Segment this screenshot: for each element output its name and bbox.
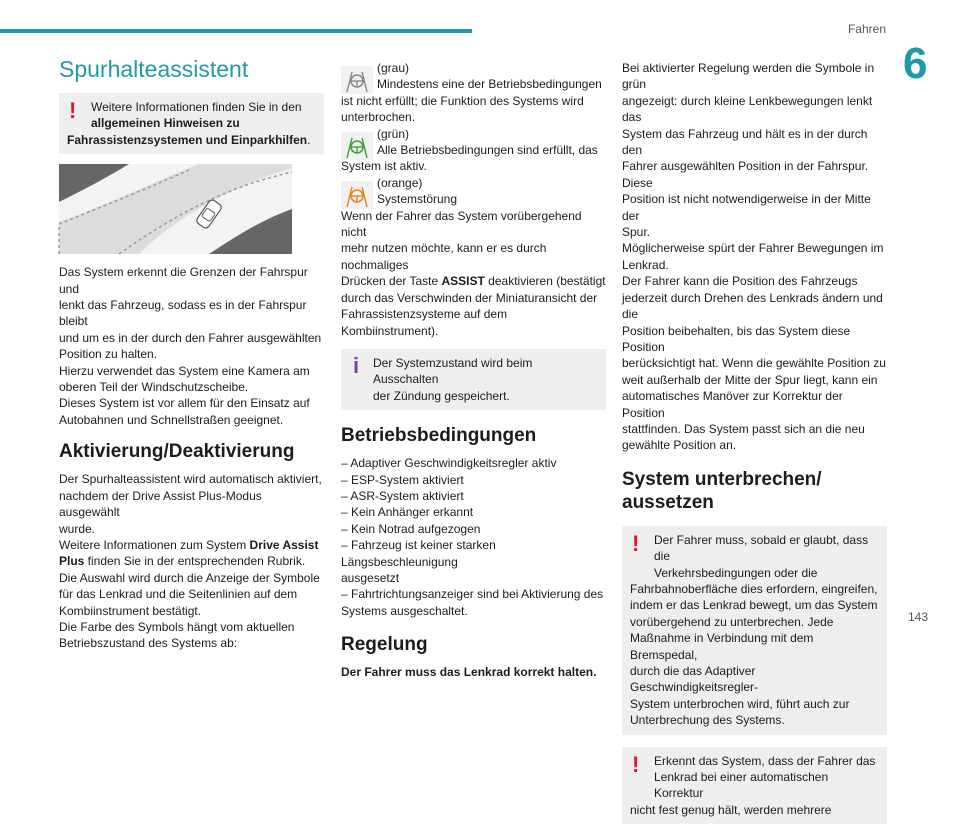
activation-line (59, 537, 324, 553)
column-1 (59, 55, 324, 652)
warning-note-interrupt (622, 526, 887, 735)
status-text: Alle Betriebsbedingungen sind erfüllt, das (377, 143, 598, 158)
activation-line: Betriebszustand des Systems ab: (59, 636, 238, 651)
body-line: jederzeit durch Drehen des Lenkrads ändern und die (622, 290, 883, 322)
override-line: mehr nutzen möchte, kann er es durch nochmaliges (341, 241, 547, 272)
body-line: gewählte Position an. (622, 438, 737, 453)
override-line: Fahrassistenzsysteme auf dem Kombiinstrument). (341, 307, 508, 338)
warning-line: durch die das Adaptiver Geschwindigkeitsregler- (630, 664, 759, 695)
condition-item: – Kein Notrad aufgezogen (341, 521, 481, 536)
condition-item: – Fahrzeug ist keiner starken Längsbeschleunigung (341, 538, 496, 569)
heading-regelung: Regelung (341, 634, 428, 656)
body-line: weit außerhalb der Mitte der Spur liegt, kann ein (622, 372, 878, 387)
chapter-number: 6 (903, 39, 928, 88)
condition-item: – Adaptiver Geschwindigkeitsregler aktiv (341, 456, 557, 471)
plus-bold: Plus (59, 554, 85, 569)
warning-line: Verkehrsbedingungen oder die (654, 565, 818, 580)
override-text: deaktivieren (bestätigt (484, 274, 606, 289)
lane-keeping-illustration (59, 164, 292, 254)
note-line: Weitere Informationen finden Sie in den (91, 100, 302, 114)
override-line (341, 273, 606, 289)
warning-exclamation-icon: ! (632, 530, 640, 556)
activation-line: für das Lenkrad und die Seitenlinien auf dem (59, 587, 298, 602)
intro-line: Dieses System ist vor allem für den Einsatz auf (59, 396, 310, 411)
body-line: System das Fahrzeug und hält es in der durch den (622, 126, 868, 158)
heading-interrupt (622, 468, 887, 514)
body-line: Der Fahrer kann die Position des Fahrzeugs (622, 274, 858, 289)
status-color-label: (orange) (377, 175, 423, 190)
steering-lane-icon-green (341, 132, 373, 160)
activation-line: Kombiinstrument bestätigt. (59, 603, 202, 618)
activation-line: wurde. (59, 521, 96, 536)
warning-line: Maßnahme in Verbindung mit dem Bremspedal, (630, 631, 814, 662)
warning-line: Unterbrechung des Systems. (630, 713, 785, 728)
assist-bold: ASSIST (441, 274, 485, 289)
intro-line: Das System erkennt die Grenzen der Fahrspur und (59, 265, 308, 296)
info-note (341, 349, 606, 410)
warning-line: vorübergehend zu unterbrechen. Jede (630, 614, 834, 629)
heading-interrupt-line: System unterbrechen/ (622, 468, 822, 490)
heading-interrupt-line: aussetzen (622, 491, 714, 513)
intro-line: lenkt das Fahrzeug, sodass es in der Fahrspur bleibt (59, 298, 307, 329)
header-section-title: Fahren (847, 22, 886, 36)
body-line: Möglicherweise spürt der Fahrer Bewegungen im (622, 241, 884, 256)
heading-conditions: Betriebsbedingungen (341, 425, 537, 447)
warning-line: System unterbrochen wird, führt auch zur (630, 696, 850, 711)
activation-line: Die Farbe des Symbols hängt vom aktuellen (59, 619, 295, 634)
condition-item: – ESP-System aktiviert (341, 472, 464, 487)
status-green (341, 126, 606, 175)
status-text: Systemstörung (377, 192, 458, 207)
intro-line: Position zu halten. (59, 347, 158, 362)
steering-lane-icon-grey (341, 66, 373, 94)
note-line-bold: Fahrassistenzsystemen und Einparkhilfen (67, 132, 308, 147)
override-line: durch das Verschwinden der Miniaturansicht der (341, 290, 598, 305)
warning-exclamation-icon: ! (69, 98, 77, 123)
body-line: Position beibehalten, bis das System diese Position (622, 323, 851, 354)
activation-line (59, 553, 324, 569)
condition-item: – Fahrtrichtungsanzeiger sind bei Aktivierung des (341, 587, 604, 602)
note-line-end: . (307, 132, 311, 147)
activation-line: nachdem der Drive Assist Plus-Modus ausgewählt (59, 488, 262, 520)
body-line: automatisches Manöver zur Korrektur der Position (622, 389, 843, 420)
warning-note-grip (622, 747, 887, 825)
condition-item: ausgesetzt (341, 570, 400, 585)
override-line: Wenn der Fahrer das System vorübergehend nicht (341, 208, 582, 240)
warning-line: nicht fest genug hält, werden mehrere (630, 802, 832, 817)
column-3 (622, 60, 887, 834)
body-line: Spur. (622, 225, 651, 240)
warning-line: indem er das Lenkrad bewegt, um das System (630, 598, 878, 613)
status-text: ist nicht erfüllt; die Funktion des Systems wird (341, 93, 584, 108)
status-grey (341, 60, 606, 126)
note-line-bold: allgemeinen Hinweisen zu (91, 116, 240, 131)
warning-line: Erkennt das System, dass der Fahrer das (654, 753, 876, 768)
body-line: Lenkrad. (622, 257, 669, 272)
page-number: 143 (907, 610, 928, 624)
activation-text: Weitere Informationen zum System (59, 537, 250, 552)
intro-line: oberen Teil der Windschutzscheibe. (59, 380, 249, 395)
column-2 (341, 60, 606, 681)
intro-line: Hierzu verwendet das System eine Kamera am (59, 363, 310, 378)
status-color-label: (grau) (377, 61, 410, 75)
status-text: Mindestens eine der Betriebsbedingungen (377, 77, 602, 92)
heading-activation: Aktivierung/Deaktivierung (59, 441, 295, 463)
intro-line: Autobahnen und Schnellstraßen geeignet. (59, 412, 284, 427)
intro-line: und um es in der durch den Fahrer ausgewählten (59, 330, 322, 345)
condition-item: Systems ausgeschaltet. (341, 603, 468, 618)
activation-line: Die Auswahl wird durch die Anzeige der Symbole (59, 570, 320, 585)
header-accent-bar (0, 29, 472, 33)
warning-note (59, 93, 324, 154)
body-line: stattfinden. Das System passt sich an die neu (622, 421, 865, 436)
warning-line: Lenkrad bei einer automatischen Korrektur (654, 770, 829, 801)
condition-item: – Kein Anhänger erkannt (341, 505, 474, 520)
override-text: Drücken der Taste (341, 274, 442, 289)
body-line: Position ist nicht notwendigerweise in der Mitte der (622, 192, 871, 223)
body-line: Bei aktivierter Regelung werden die Symbole in grün (622, 61, 875, 92)
road-car-icon (59, 164, 292, 254)
page-title: Spurhalteassistent (59, 56, 249, 82)
info-line: Der Systemzustand wird beim Ausschalten (373, 355, 533, 387)
info-line: der Zündung gespeichert. (373, 388, 510, 403)
condition-item: – ASR-System aktiviert (341, 488, 464, 503)
status-text: unterbrochen. (341, 110, 416, 125)
info-icon: i (353, 352, 360, 378)
body-line: angezeigt: durch kleine Lenkbewegungen lenkt das (622, 93, 873, 125)
drive-assist-bold: Drive Assist (249, 537, 319, 552)
status-text: System ist aktiv. (341, 159, 427, 174)
warning-line: Fahrbahnoberfläche dies erfordern, eingreifen, (630, 581, 878, 596)
body-line: berücksichtigt hat. Wenn die gewählte Position zu (622, 356, 886, 371)
warning-line: Der Fahrer muss, sobald er glaubt, dass die (654, 532, 869, 564)
activation-line: Der Spurhalteassistent wird automatisch aktiviert, (59, 472, 322, 487)
regelung-text: Der Fahrer muss das Lenkrad korrekt halten. (341, 665, 597, 680)
activation-text: finden Sie in der entsprechenden Rubrik. (84, 554, 306, 569)
steering-lane-icon-orange (341, 181, 373, 209)
status-orange (341, 175, 606, 208)
status-color-label: (grün) (377, 126, 410, 141)
body-line: Fahrer ausgewählten Position in der Fahrspur. Diese (622, 159, 869, 190)
warning-exclamation-icon: ! (632, 751, 640, 777)
